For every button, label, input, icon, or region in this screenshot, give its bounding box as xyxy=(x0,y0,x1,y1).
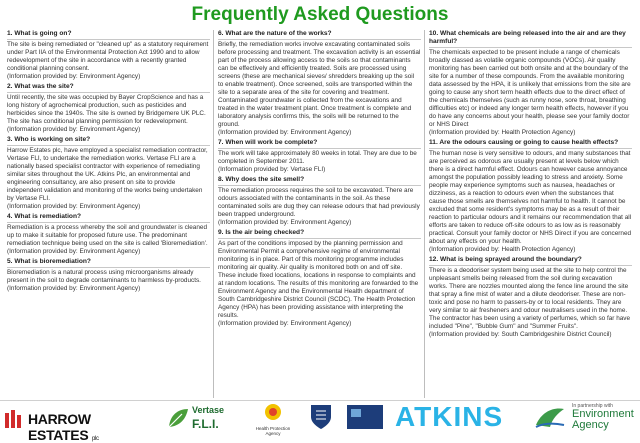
hpa-logo xyxy=(254,403,292,436)
faq-answer: As part of the conditions imposed by the planning permission and Environmental Permit a comprehensive regime of environmental monitoring is in place. Part of this monitoring programme includes monitoring air quality. Air quality is monitored both on and off site. These include fixed locations, locations in response to complaints and at random locations. The results of this monitoring are forwarded to the Environment Agency and the Environmental Health department of South Cambridgeshire District Council (SCDC). The Health Protection Agency (HPA) has been providing assistance with interpreting the results. xyxy=(218,239,419,319)
environment-agency-logo xyxy=(532,403,637,431)
faq-item xyxy=(7,213,210,256)
vertase-fli-logo xyxy=(166,403,244,431)
faq-answer: The work will take approximately 80 weeks in total. They are due to be completed in September 2011. xyxy=(218,149,417,165)
faq-source: (Information provided by: Environment Agency) xyxy=(218,319,352,327)
faq-source: (Information provided by: Health Protection Agency) xyxy=(429,129,576,137)
faq-question: 5. What is bioremediation? xyxy=(7,258,210,268)
faq-question: 7. When will work be complete? xyxy=(218,139,421,149)
faq-answer: Bioremediation is a natural process using microorganisms already present in the soil to degrade contaminants to harmless by-products. xyxy=(7,268,201,284)
faq-answer: There is a deodoriser system being used at the site to help control the unpleasant smells being released from the soil during excavation works. There are nozzles mounted along the fence line around the site that spray a fine mist of water and a dilute deodoriser. These are non-toxic and pose no harm to passers-by or to local residents. They are very similar to air fresheners and odour neutralisers used in the home. The contractor has been using a variety of perfumes, which so far have included "Pine", "Bubble Gum" and "Summer Fruits". xyxy=(429,267,631,331)
column-divider xyxy=(213,30,214,398)
scdc-crest-logo xyxy=(303,403,339,431)
atkins-wordmark: ATKINS xyxy=(395,401,504,432)
faq-question: 9. Is the air being checked? xyxy=(218,229,421,239)
faq-source: (Information provided by: Environment Agency) xyxy=(7,284,141,292)
page-title: Frequently Asked Questions xyxy=(191,4,449,25)
crest-icon xyxy=(303,403,339,431)
faq-item xyxy=(218,229,421,328)
faq-source: (Information provided by: Vertase FLI) xyxy=(218,165,326,173)
hpa-name: Health Protection Agency xyxy=(255,426,291,436)
faq-item xyxy=(218,30,421,137)
vertase-name: Vertase xyxy=(192,405,225,415)
faq-column-2 xyxy=(216,30,423,398)
faq-question: 6. What are the nature of the works? xyxy=(218,30,421,40)
faq-item xyxy=(218,176,421,227)
faq-source: (Information provided by: Environment Agency) xyxy=(7,202,141,210)
faq-source: (Information provided by: Health Protection Agency) xyxy=(429,246,576,254)
faq-answer: Briefly, the remediation works involve excavating contaminated soils before processing and treatment. The excavation activity is an essential part of the process allowing access to the soils so that contaminants can be effectively and efficiently treated. Soils are processed using screens (these are mechanical sieves/ shredders breaking up the soil to enable treatment). Once screened, soils are transported within the site to a separate area of the site for covering and treatment. Contaminated groundwater is collected from the excavations and treated in the water treatment plant. Once treatment is complete and laboratory analysis confirms this, the soils will be returned to the ground. xyxy=(218,40,421,128)
faq-answer: Until recently, the site was occupied by Bayer CropScience and has a long history of agrochemical production, such as pesticides and herbicides since the 1940s. The site is owned by Bridgemere UK PLC. The site has conditional planning permission for redevelopment. xyxy=(7,93,206,125)
faq-source: (Information provided by: Environment Agency) xyxy=(218,128,352,136)
faq-item xyxy=(7,83,210,134)
faq-item xyxy=(7,30,210,81)
faq-question: 11. Are the odours causing or going to cause health effects? xyxy=(429,139,632,149)
scdc-logo xyxy=(345,403,385,431)
faq-question: 8. Why does the site smell? xyxy=(218,176,421,186)
faq-item xyxy=(7,258,210,293)
ea-name: Environment Agency xyxy=(572,408,634,431)
ea-mark-icon xyxy=(532,403,568,431)
faq-question: 10. What chemicals are being released into the air and are they harmful? xyxy=(429,30,632,48)
faq-source: (Information provided by: South Cambridgeshire District Council) xyxy=(429,331,612,339)
logo-bar xyxy=(0,400,640,443)
faq-answer: The remediation process requires the soil to be excavated. There are odours associated with the contaminants in the soil. As these contaminated soils are dug they can release odours that had previously been trapped underground. xyxy=(218,186,420,218)
ea-partnership-text: In partnership with xyxy=(572,403,613,409)
faq-source: (Information provided by: Environment Agency) xyxy=(218,218,352,226)
faq-answer: The chemicals expected to be present include a range of chemicals broadly classed as volatile organic compounds (VOCs). Air quality monitoring has been carried out both onsite and at the boundary of the site for a number of these compounds. From the available monitoring data assessed by the HPA, it is unlikely that emissions from the site are going to cause any short term health effects due to the direct effect of the chemicals themselves (such as runny nose, sore throat, breathing difficulties etc) or indeed any longer term health effects, however if you do have any concerns about your health, please see your family doctor or NHS Direct xyxy=(429,49,631,129)
hpa-mark-icon xyxy=(254,403,292,421)
faq-item xyxy=(429,139,632,254)
faq-item xyxy=(429,30,632,137)
leaf-icon xyxy=(166,407,190,429)
faq-answer: Harrow Estates plc, have employed a specialist remediation contractor, Vertase FLI, to undertake the remediation works. Vertase FLI are a nationally based specialist contractor with experience of remediating similar sites throughout the UK. Atkins Plc, an environmental and engineering consultancy, are also present on site to provide independent validation and monitoring of the works being undertaken by Vertase FLI. xyxy=(7,146,208,202)
faq-source: (Information provided by: Environment Agency) xyxy=(7,125,141,133)
atkins-logo xyxy=(395,401,504,432)
faq-column-1 xyxy=(5,30,212,398)
faq-question: 3. Who is working on site? xyxy=(7,136,210,146)
harrow-mark-icon xyxy=(4,409,26,429)
faq-item xyxy=(218,139,421,174)
council-mark-icon xyxy=(345,403,385,431)
faq-column-3 xyxy=(427,30,634,398)
faq-question: 1. What is going on? xyxy=(7,30,210,40)
faq-item xyxy=(7,136,210,211)
faq-answer: Remediation is a process whereby the soil and groundwater is cleaned up to make it suitable for proposed future use. The predominant remediation technique being used on the site is called 'Bioremediation'. xyxy=(7,223,208,247)
faq-answer: The human nose is very sensitive to odours, and many substances that are perceived as odorous are usually present at levels below which there is a direct harmful effect. Odours can however cause annoyance amongst the population possibly leading to stress and anxiety. Some people may experience symptoms such as nausea, headaches or dizziness, as a reaction to odours even when the substances that cause those smells are themselves not harmful to health. It cannot be excluded that some resident's symptoms may be as a result of their reaction to particular odours and it remains our recommendation that all efforts are taken to reduce off-site odours to as low as is reasonably practical. Consult your family doctor or NHS Direct if you are concerned about any effects on your health. xyxy=(429,150,632,246)
vertase-fli: F.L.I. xyxy=(192,417,219,431)
faq-item xyxy=(429,256,632,339)
faq-answer: The site is being remediated or "cleaned up" as a statutory requirement under Part IIA of the Environmental Protection Act 1990 and to allow redevelopment of the site in accordance with a recently granted conditional planning consent. xyxy=(7,40,209,72)
faq-question: 4. What is remediation? xyxy=(7,213,210,223)
harrow-estates-logo xyxy=(4,403,154,443)
faq-source: (Information provided by: Environment Agency) xyxy=(7,72,141,80)
column-divider xyxy=(424,30,425,398)
faq-question: 12. What is being sprayed around the boundary? xyxy=(429,256,632,266)
faq-source: (Information provided by: Environment Agency) xyxy=(7,247,141,255)
faq-question: 2. What was the site? xyxy=(7,83,210,93)
harrow-estates-name: HARROW ESTATES plc xyxy=(28,411,99,443)
